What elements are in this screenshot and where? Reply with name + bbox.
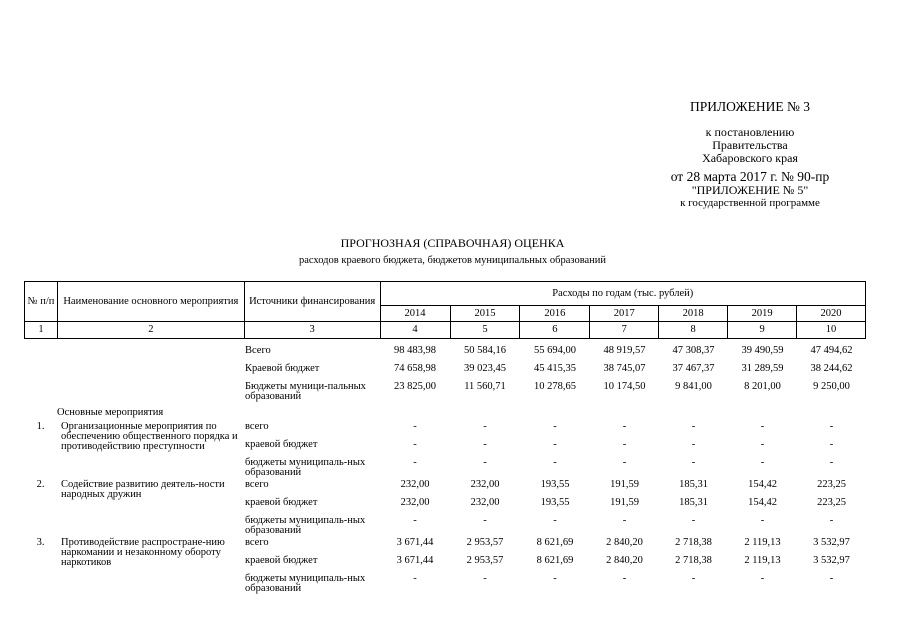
expense-value: - <box>553 515 557 526</box>
measure-number <box>24 346 57 404</box>
expense-value: - <box>553 573 557 584</box>
expense-value: - <box>483 439 487 450</box>
expense-value: 232,00 <box>400 497 430 508</box>
expense-value: - <box>691 421 696 432</box>
section-label: Основные мероприятия <box>57 407 164 418</box>
expense-value: 3 532,97 <box>813 537 850 548</box>
expense-value: 37 467,37 <box>672 363 715 374</box>
measure-number: 3. <box>36 537 45 548</box>
header-col-number: 10 <box>797 322 866 339</box>
funding-source: всего <box>245 537 269 548</box>
expense-value: 98 483,98 <box>394 345 436 356</box>
table-header <box>24 281 866 339</box>
expense-value: 185,31 <box>679 497 708 508</box>
appendix-number: ПРИЛОЖЕНИЕ № 3 <box>689 99 811 114</box>
expense-value: 9 841,00 <box>675 381 712 392</box>
expense-value: 191,59 <box>610 497 639 508</box>
expense-value: - <box>483 421 487 432</box>
measure-name: Организационные мероприятия по обеспечению общественного порядка и противодействию преступности <box>61 421 238 452</box>
expense-value: 193,55 <box>540 479 570 490</box>
expense-value: 45 415,35 <box>534 363 576 374</box>
header-col-number: 8 <box>659 322 728 339</box>
expense-value: 232,00 <box>400 479 430 490</box>
expense-value: 23 825,00 <box>394 381 436 392</box>
header-col-number: 9 <box>728 322 797 339</box>
measure-name: Содействие развитию деятель-ности народных дружин <box>61 479 225 500</box>
expense-value: 47 494,62 <box>810 345 853 356</box>
header-sources: Источники финансирования <box>244 282 380 322</box>
header-year: 2015 <box>450 306 520 322</box>
table-row <box>24 422 866 440</box>
funding-source: краевой бюджет <box>245 555 318 566</box>
expense-value: 39 023,45 <box>464 363 506 374</box>
appendix-to-resolution: к постановлению <box>705 125 795 139</box>
header-year: 2016 <box>520 306 590 322</box>
expense-value: - <box>829 439 834 450</box>
expense-value: 3 671,44 <box>396 555 434 566</box>
expense-value: - <box>622 515 627 526</box>
expense-value: - <box>553 439 557 450</box>
table-row <box>24 346 866 364</box>
header-year: 2017 <box>590 306 659 322</box>
expense-value: 2 119,13 <box>744 555 781 566</box>
expense-value: 193,55 <box>540 497 570 508</box>
funding-source: Бюджеты муници-пальных образований <box>245 381 366 402</box>
section-row <box>24 404 866 422</box>
header-col-number: 4 <box>380 322 450 339</box>
expense-value: 38 244,62 <box>810 363 853 374</box>
header-year: 2014 <box>380 306 450 322</box>
expense-value: - <box>829 457 834 468</box>
expense-value: 55 694,00 <box>534 345 576 356</box>
appendix-header <box>610 99 890 209</box>
expense-value: 223,25 <box>817 479 846 490</box>
header-year: 2018 <box>659 306 728 322</box>
expense-value: - <box>691 515 696 526</box>
measure-name <box>57 346 244 404</box>
expense-value: 8 201,00 <box>744 381 781 392</box>
appendix-previous: "ПРИЛОЖЕНИЕ № 5" <box>691 183 809 197</box>
header-col-number: 6 <box>520 322 590 339</box>
header-name: Наименование основного мероприятия <box>57 282 244 322</box>
expense-value: - <box>760 439 765 450</box>
header-year: 2019 <box>728 306 797 322</box>
header-col-number: 7 <box>590 322 659 339</box>
expense-value: - <box>483 457 487 468</box>
expense-value: 50 584,16 <box>464 345 506 356</box>
expense-value: - <box>691 573 696 584</box>
expense-value: 191,59 <box>610 479 639 490</box>
table-row <box>24 480 866 498</box>
expense-value: 2 953,57 <box>466 555 504 566</box>
funding-source: краевой бюджет <box>245 497 318 508</box>
funding-source: Всего <box>245 345 271 356</box>
expense-value: 223,25 <box>817 497 846 508</box>
expense-value: 48 919,57 <box>603 345 646 356</box>
expense-value: - <box>413 573 417 584</box>
expense-value: - <box>760 573 765 584</box>
funding-source: бюджеты муниципаль-ных образований <box>245 573 366 594</box>
measure-number: 2. <box>36 479 45 490</box>
expense-value: - <box>622 457 627 468</box>
expense-value: 10 278,65 <box>534 381 576 392</box>
appendix-program: к государственной программе <box>680 197 820 209</box>
expense-value: 232,00 <box>470 497 500 508</box>
measure-name: Противодействие распростране-нию наркомании и незаконному обороту наркотиков <box>61 537 225 568</box>
expense-value: 2 953,57 <box>466 537 504 548</box>
expenses-table <box>24 346 866 596</box>
expense-value: 8 621,69 <box>536 537 574 548</box>
expense-value: - <box>553 457 557 468</box>
expense-value: 232,00 <box>470 479 500 490</box>
funding-source: бюджеты муниципаль-ных образований <box>245 457 366 478</box>
document-title: ПРОГНОЗНАЯ (СПРАВОЧНАЯ) ОЦЕНКА <box>340 236 565 250</box>
expense-value: 2 840,20 <box>606 537 643 548</box>
measure-number: 1. <box>36 421 45 432</box>
expense-value: 39 490,59 <box>741 345 784 356</box>
expense-value: - <box>483 515 487 526</box>
expense-value: 154,42 <box>748 497 777 508</box>
appendix-government: Правительства <box>712 138 788 152</box>
table-row <box>24 538 866 556</box>
header-year: 2020 <box>797 306 866 322</box>
header-col-number: 2 <box>57 322 244 339</box>
expense-value: 38 745,07 <box>603 363 646 374</box>
expense-value: - <box>483 573 487 584</box>
header-num: № п/п <box>25 282 58 322</box>
expense-value: - <box>622 439 627 450</box>
expense-value: - <box>760 515 765 526</box>
expense-value: 2 840,20 <box>606 555 643 566</box>
funding-source: всего <box>245 421 269 432</box>
expense-value: 74 658,98 <box>394 363 436 374</box>
header-col-number: 3 <box>244 322 380 339</box>
expense-value: 3 532,97 <box>813 555 850 566</box>
expense-value: - <box>829 573 834 584</box>
header-col-number: 1 <box>25 322 58 339</box>
expense-value: - <box>413 515 417 526</box>
expense-value: 154,42 <box>748 479 777 490</box>
expense-value: - <box>829 515 834 526</box>
expense-value: 2 119,13 <box>744 537 781 548</box>
expense-value: - <box>553 421 557 432</box>
header-col-number: 5 <box>450 322 520 339</box>
expense-value: - <box>691 457 696 468</box>
expense-value: 2 718,38 <box>675 555 712 566</box>
funding-source: Краевой бюджет <box>245 363 320 374</box>
expense-value: 47 308,37 <box>672 345 715 356</box>
header-expenses: Расходы по годам (тыс. рублей) <box>380 282 865 306</box>
expense-value: 3 671,44 <box>396 537 434 548</box>
expense-value: 31 289,59 <box>741 363 784 374</box>
expense-value: 185,31 <box>679 479 708 490</box>
expense-value: - <box>691 439 696 450</box>
document-subtitle: расходов краевого бюджета, бюджетов муниципальных образований <box>298 255 607 266</box>
funding-source: краевой бюджет <box>245 439 318 450</box>
expense-value: 10 174,50 <box>603 381 646 392</box>
funding-source: бюджеты муниципаль-ных образований <box>245 515 366 536</box>
funding-source: всего <box>245 479 269 490</box>
expense-value: 11 560,71 <box>464 381 506 392</box>
appendix-date: от 28 марта 2017 г. № 90-пр <box>670 169 830 184</box>
expense-value: - <box>413 421 417 432</box>
expense-value: - <box>829 421 834 432</box>
expense-value: 2 718,38 <box>675 537 712 548</box>
expense-value: 8 621,69 <box>536 555 574 566</box>
expense-value: - <box>413 439 417 450</box>
expense-value: - <box>413 457 417 468</box>
expense-value: 9 250,00 <box>813 381 850 392</box>
appendix-region: Хабаровского края <box>702 151 798 165</box>
expense-value: - <box>622 421 627 432</box>
expense-value: - <box>622 573 627 584</box>
expense-value: - <box>760 421 765 432</box>
expense-value: - <box>760 457 765 468</box>
